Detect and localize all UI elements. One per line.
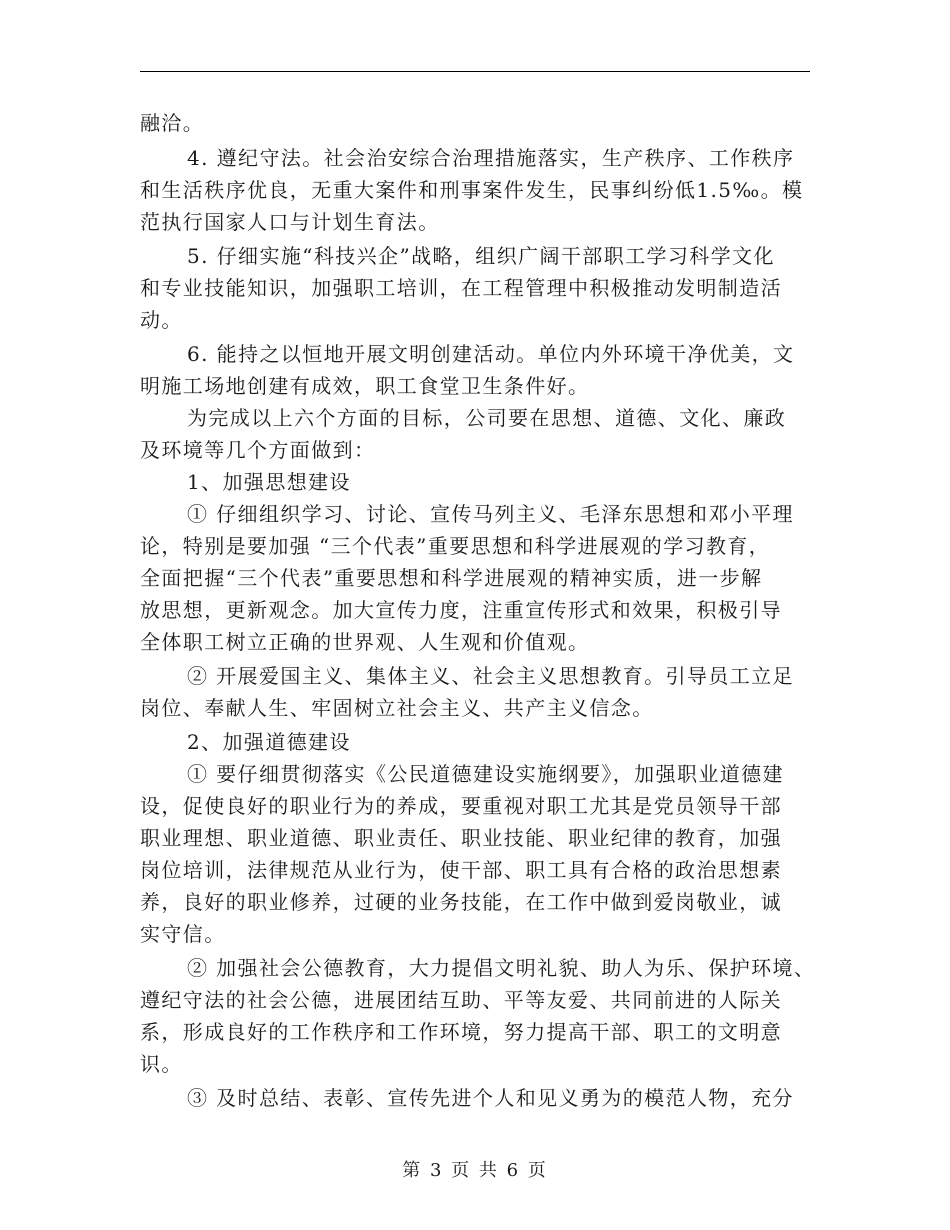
text-line: 养，良好的职业修养，过硬的业务技能，在工作中做到爱岗敬业，诚 xyxy=(140,890,782,914)
text-line: 全面把握“三个代表”重要思想和科学进展观的精神实质，进一步解 xyxy=(140,566,763,590)
text-line: 明施工场地创建有成效，职工食堂卫生条件好。 xyxy=(140,374,590,398)
text-line: ① 仔细组织学习、讨论、宣传马列主义、毛泽东思想和邓小平理 xyxy=(187,502,794,526)
text-line: 识。 xyxy=(140,1052,183,1076)
text-line: 岗位培训，法律规范从业行为，使干部、职工具有合格的政治思想素 xyxy=(140,858,782,882)
text-line: 及环境等几个方面做到： xyxy=(140,438,376,462)
text-line: 和生活秩序优良，无重大案件和刑事案件发生，民事纠纷低1.5‰。模 xyxy=(140,178,804,202)
text-line: ③ 及时总结、表彰、宣传先进个人和见义勇为的模范人物，充分 xyxy=(187,1086,794,1110)
text-line: ① 要仔细贯彻落实《公民道德建设实施纲要》，加强职业道德建 xyxy=(187,762,784,786)
text-line: ② 加强社会公德教育，大力提倡文明礼貌、助人为乐、保护环境、 xyxy=(187,956,816,980)
text-line: 放思想，更新观念。加大宣传力度，注重宣传形式和效果，积极引导 xyxy=(140,598,782,622)
text-line: 系，形成良好的工作秩序和工作环境，努力提高干部、职工的文明意 xyxy=(140,1020,782,1044)
text-line: 融洽。 xyxy=(140,111,205,135)
text-line: 为完成以上六个方面的目标，公司要在思想、道德、文化、廉政 xyxy=(187,406,787,430)
page-number-footer: 第 3 页 共 6 页 xyxy=(402,1160,548,1181)
text-line: ② 开展爱国主义、集体主义、社会主义思想教育。引导员工立足 xyxy=(187,664,794,688)
text-line: 动。 xyxy=(140,308,183,332)
text-line: 遵纪守法的社会公德，进展团结互助、平等友爱、共同前进的人际关 xyxy=(140,988,782,1012)
text-line: 职业理想、职业道德、职业责任、职业技能、职业纪律的教育，加强 xyxy=(140,826,782,850)
text-line: 范执行国家人口与计划生育法。 xyxy=(140,210,440,234)
text-line: 和专业技能知识，加强职工培训，在工程管理中积极推动发明制造活 xyxy=(140,276,782,300)
text-line: 全体职工树立正确的世界观、人生观和价值观。 xyxy=(140,630,590,654)
text-line: 岗位、奉献人生、牢固树立社会主义、共产主义信念。 xyxy=(140,696,654,720)
header-rule xyxy=(140,71,810,72)
text-line: 设，促使良好的职业行为的养成，要重视对职工尤其是党员领导干部 xyxy=(140,794,782,818)
text-line: 4. 遵纪守法。社会治安综合治理措施落实，生产秩序、工作秩序 xyxy=(187,146,795,170)
section-heading: 1、加强思想建设 xyxy=(187,470,351,494)
section-heading: 2、加强道德建设 xyxy=(187,730,351,754)
text-line: 实守信。 xyxy=(140,922,226,946)
text-line: 论，特别是要加强 “三个代表”重要思想和科学进展观的学习教育， xyxy=(140,534,771,558)
text-line: 5. 仔细实施“科技兴企”战略，组织广阔干部职工学习科学文化 xyxy=(187,244,775,268)
text-line: 6. 能持之以恒地开展文明创建活动。单位内外环境干净优美，文 xyxy=(187,342,795,366)
